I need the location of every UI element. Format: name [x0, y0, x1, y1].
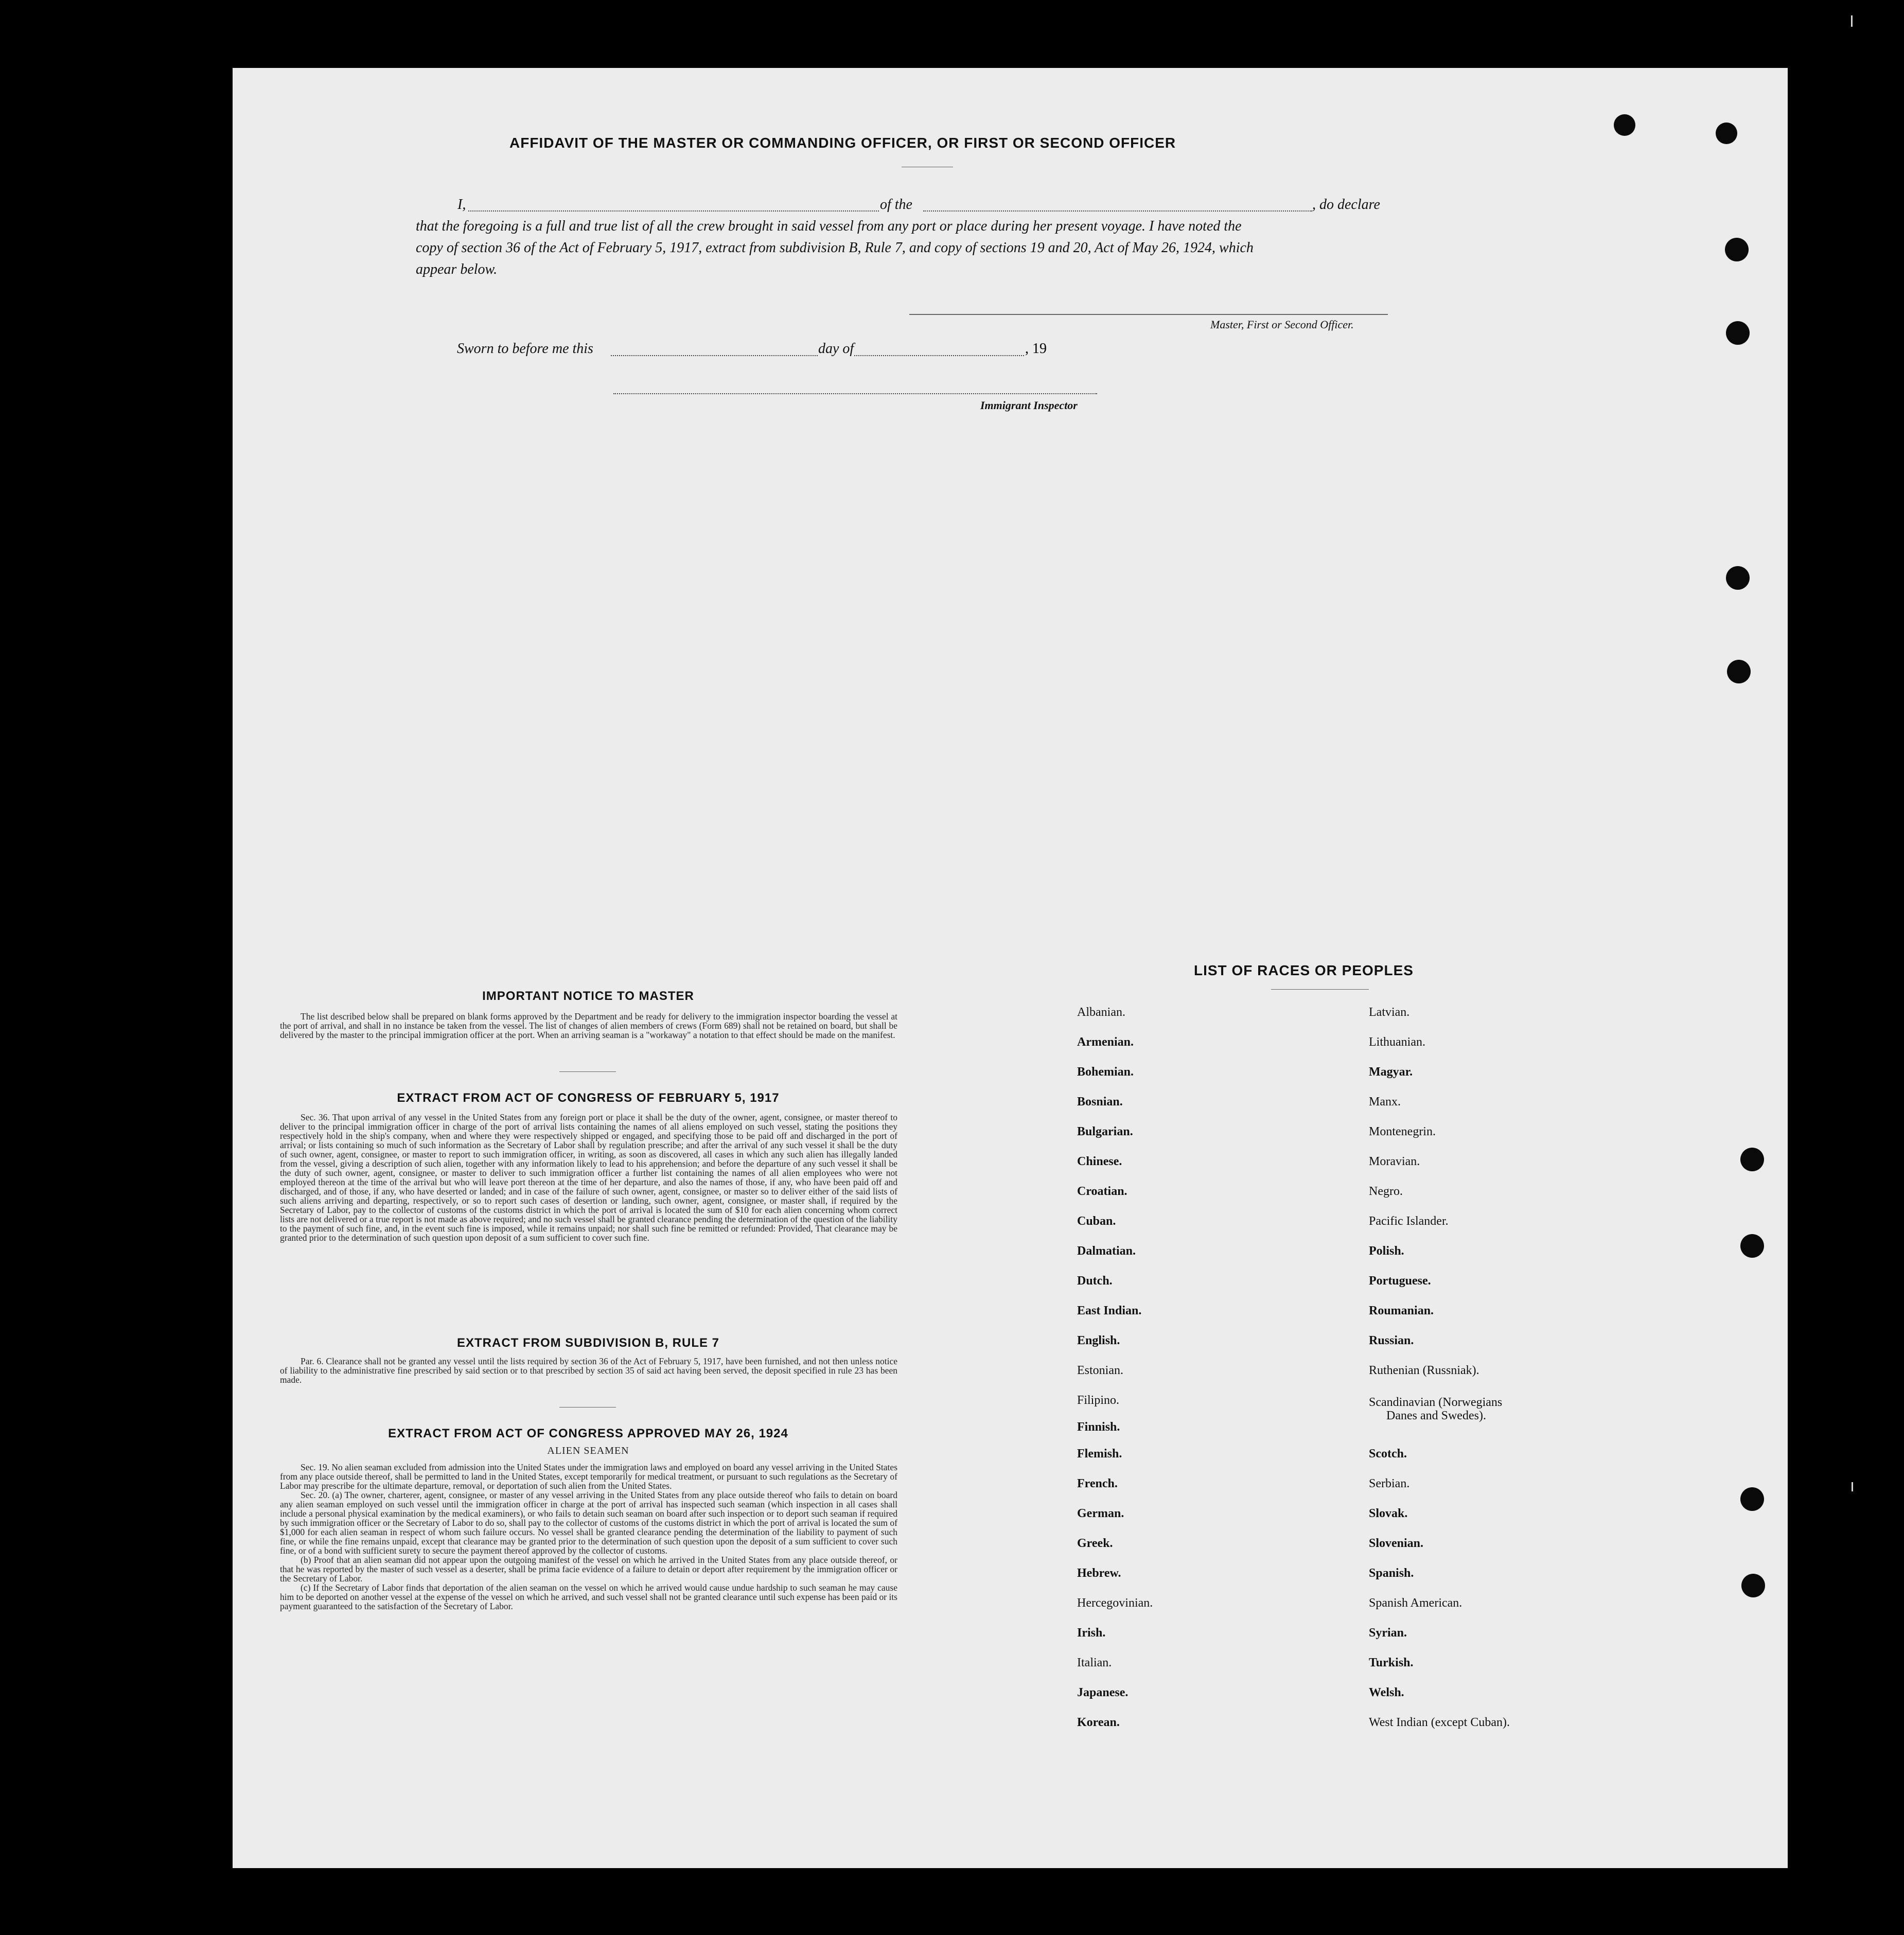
- race-item: Ruthenian (Russniak).: [1369, 1364, 1479, 1377]
- race-item: Roumanian.: [1369, 1304, 1434, 1317]
- year-label: , 19: [1025, 341, 1047, 357]
- race-item: Italian.: [1077, 1656, 1112, 1669]
- section-20c-paragraph: (c) If the Secretary of Labor finds that deportation of the alien seaman on the vessel on which he arrived would cause undue hardship to such seaman he may cause him to be deported on another vessel at the expense of the vessel on which he arrived, and such vessel shall not be granted clearance until such expense has been paid or its payment guaranteed to the satisfaction of the Secretary of Labor.: [280, 1582, 897, 1611]
- race-item: Moravian.: [1369, 1155, 1420, 1168]
- punch-hole: [1716, 122, 1737, 144]
- notice-paragraph: The list described below shall be prepared on blank forms approved by the Department and be ready for delivery to the immigration inspector boarding the vessel at the port of arrival, and shall in no instance be taken from the vessel. The list of changes of alien members of crews (Form 689) shall not be retained on board, but shall be delivered by the master to the principal immigration officer at the port. When an arriving seaman is a "workaway" a notation to that effect should be made on the manifest.: [280, 1011, 897, 1040]
- race-item: Portuguese.: [1369, 1274, 1431, 1288]
- race-item: Pacific Islander.: [1369, 1215, 1449, 1228]
- extract-rule7-title: EXTRACT FROM SUBDIVISION B, RULE 7: [456, 1336, 720, 1350]
- race-item: Albanian.: [1077, 1006, 1125, 1019]
- affidavit-i-label: I,: [457, 197, 466, 213]
- race-item: Irish.: [1077, 1626, 1106, 1640]
- section-36-paragraph: Sec. 36. That upon arrival of any vessel in the United States from any foreign port or place it shall be the duty of the owner, agent, consignee, or master thereof to deliver to the principal immigration officer in charge of the port of arrival lists containing the names of all aliens employed on such vessel, stating the positions they respectively hold in the ship's company, when and where they were respectively shipped or engaged, and specifying those to be paid off and discharged in the port of arrival; or lists containing so much of such information as the Secretary of Labor shall by regulation prescribe; and after the arrival of any such vessel it shall be the duty of such owner, agent, consignee, or master to report to such immigration officer, in writing, as soon as discovered, all cases in which any such alien has illegally landed from the vessel, giving a description of such alien, together with any information likely to lead to his apprehension; and before the departure of any such vessel it shall be the duty of such owner, agent, consignee, or master to deliver to such immigration officer a further list containing the names of all alien employees who were not employed thereon at the time of the arrival but who will leave port thereon at the time of her departure, and also the names of those, if any, who have been paid off and discharged, and of those, if any, who have deserted or landed; and in case of the failure of such owner, agent, consignee, or master so to deliver either of the said lists of such aliens arriving and departing, respectively, or so to report such cases of desertion or landing, such owner, agent, consignee, or master shall, if required by the Secretary of Labor, pay to the collector of customs of the customs district in which the port of arrival is located the sum of $10 for each alien concerning whom correct lists are not delivered or a true report is not made as above required; and no such vessel shall be granted clearance pending the determination of the question of the liability to the payment of such fine, and, in the event such fine is imposed, while it remains unpaid; nor shall such fine be remitted or refunded: Provided, That clearance may be granted prior to the determination of such question upon deposit of a sum sufficient to cover such fine.: [280, 1112, 897, 1243]
- punch-hole: [1726, 566, 1750, 590]
- rule7-paragraph: Par. 6. Clearance shall not be granted any vessel until the lists required by section 36 of the Act of February 5, 1917, have been furnished, and not then unless notice of liability to the administrative fine prescribed by said section or to that prescribed by section 35 of said act having been served, the deposit specified in rule 23 has been made.: [280, 1356, 897, 1385]
- punch-hole: [1727, 660, 1751, 683]
- day-of-label: day of: [818, 341, 854, 357]
- race-item: Negro.: [1369, 1185, 1403, 1198]
- race-item: Magyar.: [1369, 1065, 1413, 1079]
- extract-1924-subtitle: ALIEN SEAMEN: [547, 1445, 629, 1456]
- race-item: Turkish.: [1369, 1656, 1414, 1669]
- master-signature-line: [909, 314, 1388, 315]
- document-sheet: [233, 68, 1788, 1868]
- sworn-day-blank: [611, 355, 818, 356]
- race-item: Greek.: [1077, 1537, 1113, 1550]
- race-item: Bulgarian.: [1077, 1125, 1133, 1138]
- punch-hole: [1614, 114, 1635, 136]
- extract-1924-text: [280, 1463, 897, 1611]
- divider-1: [559, 1071, 616, 1072]
- race-item: Lithuanian.: [1369, 1035, 1425, 1049]
- race-item: Polish.: [1369, 1244, 1404, 1258]
- race-item: Dutch.: [1077, 1274, 1113, 1288]
- name-blank: [468, 210, 879, 212]
- punch-hole: [1741, 1574, 1765, 1597]
- sworn-month-blank: [854, 355, 1024, 356]
- race-item: Hebrew.: [1077, 1567, 1121, 1580]
- extract-1924-title: EXTRACT FROM ACT OF CONGRESS APPROVED MAY 26, 1924: [388, 1427, 788, 1440]
- race-item: Hercegovinian.: [1077, 1596, 1153, 1610]
- race-item: Finnish.: [1077, 1420, 1120, 1434]
- race-item: French.: [1077, 1477, 1118, 1490]
- race-item: Slovenian.: [1369, 1537, 1424, 1550]
- race-item: Dalmatian.: [1077, 1244, 1136, 1258]
- inspector-caption: Immigrant Inspector: [980, 399, 1078, 412]
- race-item: Montenegrin.: [1369, 1125, 1436, 1138]
- affidavit-line-4: appear below.: [416, 261, 498, 277]
- race-item: Danes and Swedes).: [1386, 1409, 1486, 1422]
- race-item: Chinese.: [1077, 1155, 1122, 1168]
- vessel-blank: [923, 210, 1312, 212]
- inspector-signature-line: [613, 393, 1097, 394]
- affidavit-of-the-label: of the: [880, 197, 912, 213]
- section-20a-paragraph: Sec. 20. (a) The owner, charterer, agent, consignee, or master of any vessel arriving in the United States from any place outside thereof who fails to detain on board any alien seaman employed on such vessel until the immigration officer in charge at the port of arrival has inspected such seaman (which inspection in all cases shall include a personal physical examination by the medical examiners), or who fails to detain such seaman on board after such inspection or to deport such seaman if required by such immigration officer or the Secretary of Labor to do so, shall pay to the collector of customs of the customs district in which the port of arrival is located the sum of $1,000 for each alien seaman in respect of whom such failure occurs. No vessel shall be granted clearance pending the determination of the liability to payment of such fine, or while the fine remains unpaid, except that clearance may be granted prior to the determination of such question upon the deposit of a sum sufficient to cover such fine, or of a bond with sufficient surety to secure the payment thereof approved by the collector of customs.: [280, 1490, 897, 1556]
- race-item: Bosnian.: [1077, 1095, 1123, 1109]
- race-item: Serbian.: [1369, 1477, 1410, 1490]
- race-item: Bohemian.: [1077, 1065, 1134, 1079]
- affidavit-title: AFFIDAVIT OF THE MASTER OR COMMANDING OFFICER, OR FIRST OR SECOND OFFICER: [509, 135, 1176, 151]
- race-item: Scotch.: [1369, 1447, 1407, 1461]
- race-item: Japanese.: [1077, 1686, 1129, 1699]
- punch-hole: [1725, 238, 1749, 261]
- punch-hole: [1726, 321, 1750, 345]
- divider-2: [559, 1407, 616, 1408]
- extract-rule7-text: [280, 1357, 897, 1384]
- punch-hole: [1740, 1148, 1764, 1171]
- races-divider: [1271, 989, 1369, 990]
- notice-title: IMPORTANT NOTICE TO MASTER: [482, 989, 694, 1003]
- race-item: West Indian (except Cuban).: [1369, 1716, 1510, 1729]
- notice-text: [280, 1012, 897, 1040]
- punch-hole: [1740, 1234, 1764, 1258]
- affidavit-do-declare: , do declare: [1312, 197, 1380, 213]
- race-item: Syrian.: [1369, 1626, 1407, 1640]
- punch-hole: [1740, 1487, 1764, 1511]
- race-item: Estonian.: [1077, 1364, 1123, 1377]
- race-item: Flemish.: [1077, 1447, 1122, 1461]
- scan-mark: [1852, 1482, 1853, 1491]
- race-item: Cuban.: [1077, 1215, 1116, 1228]
- race-item: Slovak.: [1369, 1507, 1408, 1520]
- race-item: Korean.: [1077, 1716, 1120, 1729]
- section-19-paragraph: Sec. 19. No alien seaman excluded from admission into the United States under the immigration laws and employed on board any vessel arriving in the United States from any place outside thereof, shall be permitted to land in the United States, except temporarily for medical treatment, or pursuant to such regulations as the Secretary of Labor may prescribe for the ultimate departure, removal, or deportation of such alien from the United States.: [280, 1462, 897, 1491]
- race-item: East Indian.: [1077, 1304, 1142, 1317]
- race-item: Spanish American.: [1369, 1596, 1462, 1610]
- races-title: LIST OF RACES OR PEOPLES: [1194, 962, 1414, 978]
- race-item: Manx.: [1369, 1095, 1401, 1109]
- race-item: Latvian.: [1369, 1006, 1410, 1019]
- race-item: Croatian.: [1077, 1185, 1127, 1198]
- sworn-label: Sworn to before me this: [457, 341, 593, 357]
- section-20b-paragraph: (b) Proof that an alien seaman did not appear upon the outgoing manifest of the vessel on which he arrived in the United States from any place outside thereof, or that he was reported by the master of such vessel as a deserter, shall be prima facie evidence of a failure to detain or deport after requirement by the immigration officer or the Secretary of Labor.: [280, 1555, 897, 1584]
- extract-1917-text: [280, 1113, 897, 1242]
- race-item: Spanish.: [1369, 1567, 1414, 1580]
- affidavit-line-3: copy of section 36 of the Act of February 5, 1917, extract from subdivision B, Rule 7, and copy of sections 19 and 20, Act of May 26, 1924, which: [416, 240, 1254, 256]
- race-item: Scandinavian (Norwegians: [1369, 1396, 1503, 1409]
- race-item: Filipino.: [1077, 1394, 1120, 1407]
- race-item: Armenian.: [1077, 1035, 1134, 1049]
- scan-mark: [1851, 15, 1853, 27]
- race-item: Russian.: [1369, 1334, 1414, 1347]
- master-caption: Master, First or Second Officer.: [1210, 318, 1354, 331]
- affidavit-line-2: that the foregoing is a full and true list of all the crew brought in said vessel from any port or place during her present voyage. I have noted the: [416, 218, 1242, 234]
- race-item: German.: [1077, 1507, 1124, 1520]
- race-item: English.: [1077, 1334, 1120, 1347]
- race-item: Welsh.: [1369, 1686, 1404, 1699]
- extract-1917-title: EXTRACT FROM ACT OF CONGRESS OF FEBRUARY 5, 1917: [397, 1091, 780, 1105]
